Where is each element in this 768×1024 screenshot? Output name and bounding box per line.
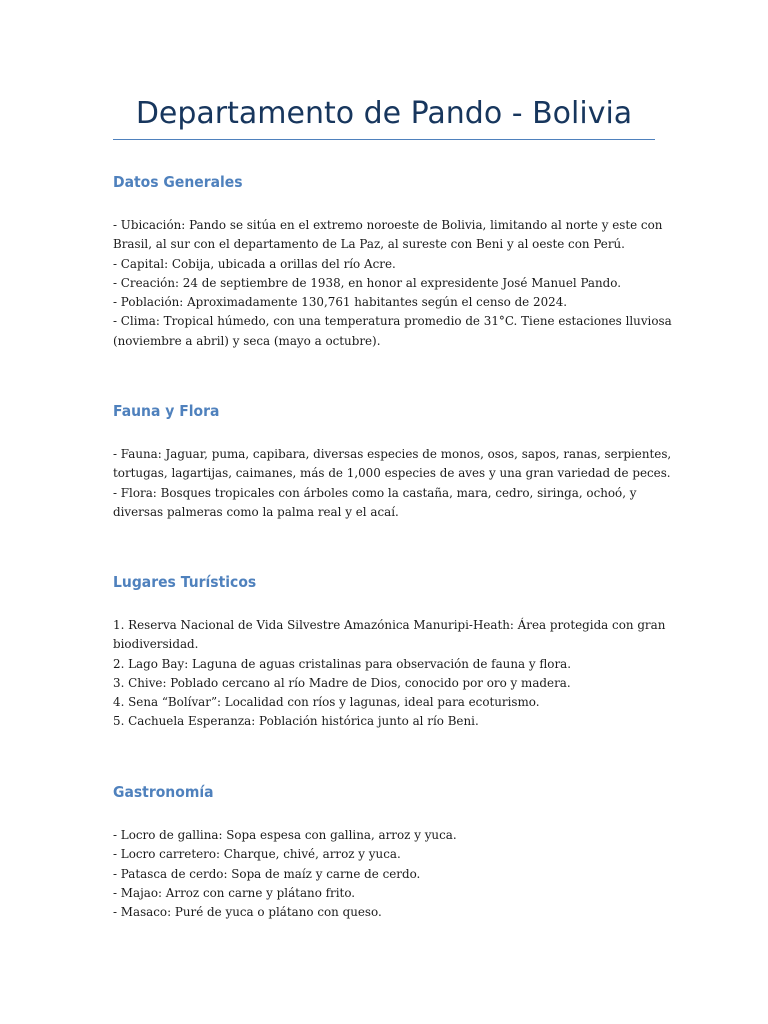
- section-heading-datos-generales: Datos Generales: [113, 173, 243, 191]
- text-line: Brasil, al sur con el departamento de La Paz, al sureste con Beni y al oeste con Perú.: [113, 236, 625, 252]
- text-line: tortugas, lagartijas, caimanes, más de 1,000 especies de aves y una gran variedad de peces.: [113, 465, 671, 481]
- text-line: 3. Chive: Poblado cercano al río Madre de Dios, conocido por oro y madera.: [113, 674, 571, 690]
- text-line: - Capital: Cobija, ubicada a orillas del río Acre.: [113, 255, 396, 271]
- text-line: 5. Cachuela Esperanza: Población histórica junto al río Beni.: [113, 713, 479, 729]
- text-line: diversas palmeras como la palma real y el acaí.: [113, 503, 399, 519]
- title-underline: [113, 139, 655, 140]
- document-title: Departamento de Pando - Bolivia: [135, 96, 633, 131]
- text-line: biodiversidad.: [113, 636, 199, 652]
- text-line: (noviembre a abril) y seca (mayo a octubre).: [113, 332, 381, 348]
- text-line: - Locro de gallina: Sopa espesa con gallina, arroz y yuca.: [113, 827, 457, 842]
- text-line: - Población: Aproximadamente 130,761 habitantes según el censo de 2024.: [113, 294, 568, 310]
- text-line: 4. Sena “Bolívar”: Localidad con ríos y lagunas, ideal para ecoturismo.: [113, 694, 540, 710]
- text-line: - Ubicación: Pando se sitúa en el extremo noroeste de Bolivia, limitando al norte y este con: [113, 217, 663, 232]
- text-line: - Locro carretero: Charque, chivé, arroz y yuca.: [113, 846, 401, 862]
- text-line: - Patasca de cerdo: Sopa de maíz y carne de cerdo.: [113, 865, 421, 881]
- text-line: - Flora: Bosques tropicales con árboles como la castaña, mara, cedro, siringa, ochoó, y: [113, 484, 637, 500]
- section-heading-lugares-turisticos: Lugares Turísticos: [113, 573, 257, 591]
- section-body-datos-generales: [113, 215, 672, 350]
- section-body-gastronomia: [113, 825, 658, 921]
- text-line: 2. Lago Bay: Laguna de aguas cristalinas para observación de fauna y flora.: [113, 655, 572, 671]
- section-heading-gastronomia: Gastronomía: [113, 783, 214, 801]
- text-line: 1. Reserva Nacional de Vida Silvestre Amazónica Manuripi-Heath: Área protegida con gran: [113, 617, 666, 632]
- text-line: - Masaco: Puré de yuca o plátano con queso.: [113, 904, 382, 920]
- section-body-fauna-y-flora: [113, 444, 672, 521]
- text-line: - Fauna: Jaguar, puma, capibara, diversas especies de monos, osos, sapos, ranas, serpientes,: [113, 446, 672, 461]
- text-line: - Creación: 24 de septiembre de 1938, en honor al expresidente José Manuel Pando.: [113, 274, 622, 290]
- text-line: - Clima: Tropical húmedo, con una temperatura promedio de 31°C. Tiene estaciones lluviosa: [113, 313, 672, 329]
- section-body-lugares-turisticos: [113, 615, 666, 731]
- section-heading-fauna-y-flora: Fauna y Flora: [113, 402, 220, 420]
- text-line: - Majao: Arroz con carne y plátano frito.: [113, 884, 356, 900]
